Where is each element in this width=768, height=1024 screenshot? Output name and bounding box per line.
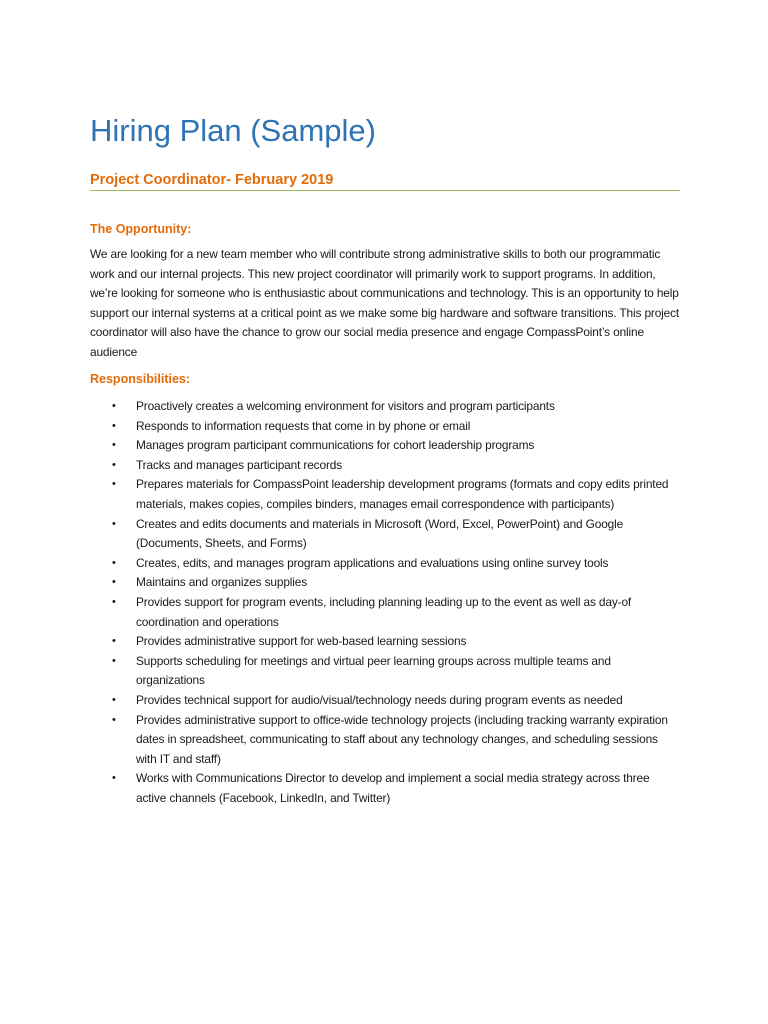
responsibility-item: [90, 515, 682, 554]
responsibility-item: [90, 417, 682, 437]
responsibility-text: Supports scheduling for meetings and virtual peer learning groups across multiple teams and organizations: [136, 653, 611, 688]
subtitle-divider: [90, 190, 680, 191]
responsibility-text: Responds to information requests that come in by phone or email: [136, 418, 471, 433]
responsibility-item: [90, 632, 682, 652]
responsibility-item: [90, 456, 682, 476]
bullet-icon: •: [112, 419, 116, 432]
responsibility-item: [90, 573, 682, 593]
responsibilities-list: [90, 397, 682, 808]
bullet-icon: •: [112, 595, 116, 608]
bullet-icon: •: [112, 772, 116, 785]
bullet-icon: •: [112, 439, 116, 452]
bullet-icon: •: [112, 693, 116, 706]
bullet-icon: •: [112, 713, 116, 726]
responsibility-item: [90, 711, 682, 770]
responsibility-item: [90, 475, 682, 514]
responsibility-text: Proactively creates a welcoming environment for visitors and program participants: [136, 399, 555, 413]
responsibility-item: [90, 691, 682, 711]
opportunity-paragraph: We are looking for a new team member who will contribute strong administrative skills to both our programmatic work and our internal projects. This new project coordinator will primarily work to support programs. In addition, we’re looking for someone who is enthusiastic about communications and technology. This is an opportunity to help support our internal systems at a critical point as we make some big hardware and software transitions. This project coordinator will also have the chance to grow our social media presence and engage CompassPoint’s online audience: [90, 247, 680, 359]
responsibilities-heading: Responsibilities:: [90, 372, 191, 386]
responsibility-item: [90, 652, 682, 691]
responsibility-item: [90, 554, 682, 574]
document-title: Hiring Plan (Sample): [90, 113, 376, 148]
bullet-icon: •: [112, 517, 116, 530]
bullet-icon: •: [112, 478, 116, 491]
bullet-icon: •: [112, 400, 116, 412]
responsibility-text: Maintains and organizes supplies: [136, 575, 308, 590]
bullet-icon: •: [112, 576, 116, 589]
responsibility-text: Manages program participant communications for cohort leadership programs: [136, 438, 535, 453]
bullet-icon: •: [112, 556, 116, 569]
opportunity-heading: The Opportunity:: [90, 222, 192, 236]
responsibility-item: [90, 397, 682, 417]
bullet-icon: •: [112, 654, 116, 667]
responsibility-item: [90, 769, 682, 808]
bullet-icon: •: [112, 458, 116, 471]
responsibility-text: Prepares materials for CompassPoint leadership development programs (formats and copy edits printed materials, makes copies, compiles binders, manages email correspondence with participants): [136, 477, 669, 511]
responsibility-item: [90, 593, 682, 632]
responsibility-text: Tracks and manages participant records: [136, 457, 343, 472]
responsibility-text: Provides administrative support for web-based learning sessions: [136, 634, 467, 649]
responsibility-text: Provides support for program events, including planning leading up to the event as well as day-of coordination and operations: [136, 594, 632, 629]
responsibility-text: Creates and edits documents and materials in Microsoft (Word, Excel, PowerPoint) and Google (Documents, Sheets, and Forms): [136, 516, 624, 551]
responsibility-text: Works with Communications Director to develop and implement a social media strategy across three active channels (Facebook, LinkedIn, and Twitter): [136, 771, 650, 805]
responsibility-text: Creates, edits, and manages program applications and evaluations using online survey tools: [136, 555, 609, 570]
document-subtitle: Project Coordinator- February 2019: [90, 172, 334, 188]
bullet-icon: •: [112, 635, 116, 648]
responsibility-text: Provides administrative support to office-wide technology projects (including tracking warranty expiration dates in spreadsheet, communicating to staff about any technology changes, and scheduling sessions with IT and staff): [136, 712, 668, 766]
responsibility-item: [90, 436, 682, 456]
responsibility-text: Provides technical support for audio/visual/technology needs during program events as needed: [136, 692, 623, 707]
